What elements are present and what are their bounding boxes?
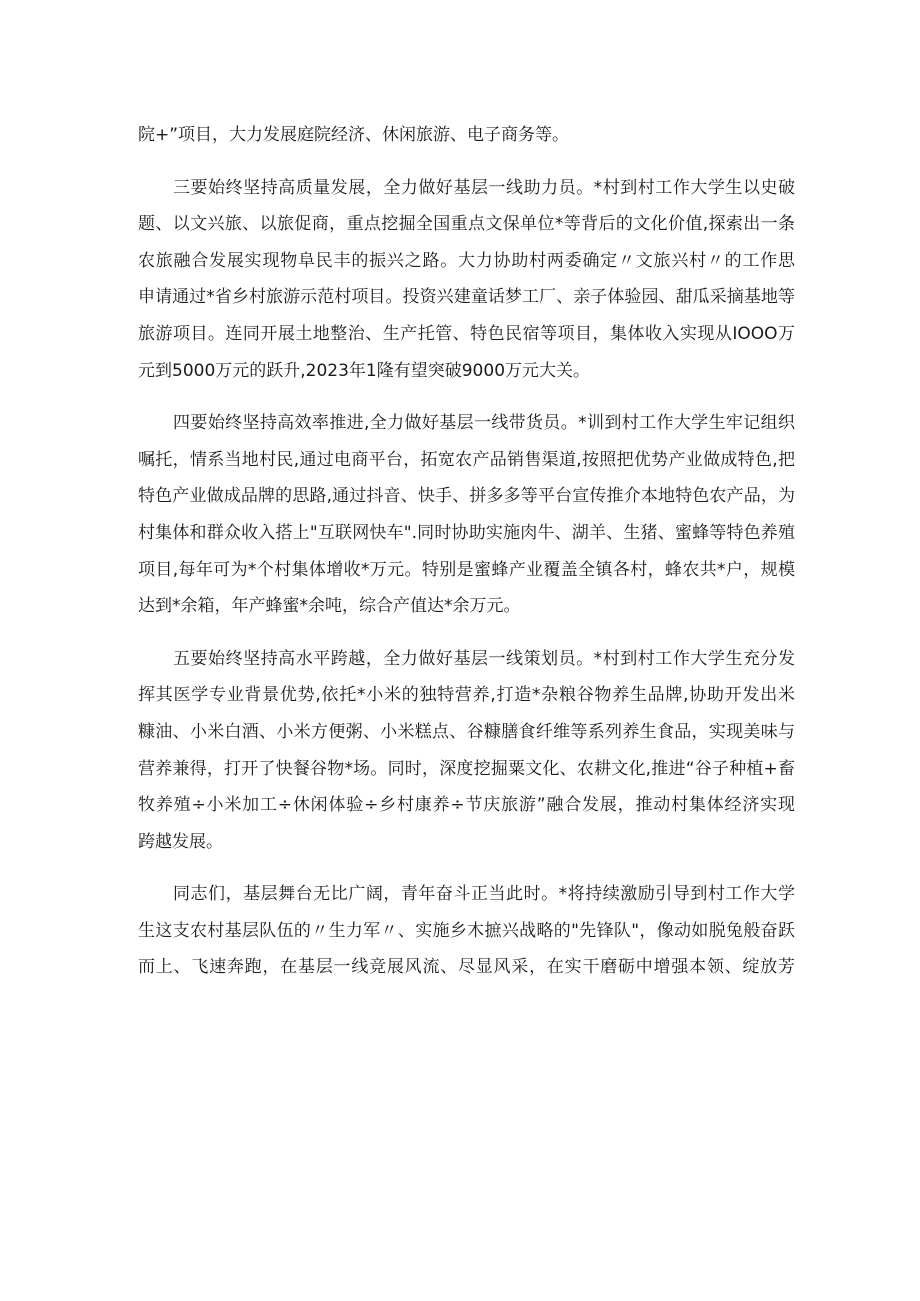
text-line: 糠油、小米白酒、小米方便粥、小米糕点、谷糠膳食纤维等系列养生食品，实现美味与 — [138, 721, 795, 742]
paragraph — [138, 170, 795, 390]
text-line: 农旅融合发展实现物阜民丰的振兴之路。大力协助村两委确定〃文旅兴村〃的工作思 — [138, 250, 795, 271]
text-line: 跨越发展。 — [138, 831, 223, 852]
text-line: 五要始终坚持高水平跨越，全力做好基层一线策划员。*村到村工作大学生充分发 — [173, 648, 795, 669]
text-line: 同志们，基层舞台无比广阔，青年奋斗正当此时。*将持续激励引导到村工作大学 — [173, 884, 795, 905]
text-line: 旅游项目。连同开展土地整治、生产托管、特色民宿等项目，集体收入实现从IOOO万 — [138, 323, 795, 344]
text-line: 达到*余箱，年产蜂蜜*余吨，综合产值达*余万元。 — [138, 596, 521, 617]
paragraph — [138, 405, 795, 625]
text-line: 生这支农村基层队伍的〃生力军〃、实施乡木摭兴战略的"先锋队"，像动如脱兔般奋跃 — [138, 920, 795, 941]
text-line: 挥其医学专业背景优势,依托*小米的独特营养,打造*杂粮谷物养生品牌,协助开发出米 — [138, 685, 795, 706]
text-line: 牧养殖÷小米加工÷休闲体验÷乡村康养÷节庆旅游”融合发展，推动村集体经济实现 — [138, 795, 795, 816]
text-line: 而上、飞速奔跑，在基层一线竞展风流、尽显风采，在实干磨砺中增强本领、绽放芳 — [138, 957, 795, 978]
text-line: 特色产业做成品牌的思路,通过抖音、快手、拼多多等平台宣传推介本地特色农产品，为 — [138, 486, 795, 507]
text-line: 村集体和群众收入搭上"互联网快车".同时协助实施肉牛、湖羊、生猪、蜜蜂等特色养殖 — [138, 522, 795, 543]
document-body — [138, 117, 795, 986]
paragraph — [138, 876, 795, 986]
paragraph — [138, 641, 795, 861]
paragraph — [138, 117, 795, 154]
text-line: 题、以文兴旅、以旅促商，重点挖掘全国重点文保单位*等背后的文化价值,探索出一条 — [138, 214, 795, 235]
text-line: 营养兼得，打开了快餐谷物*场。同时，深度挖掘粟文化、农耕文化,推进“谷子种植+畜 — [138, 758, 795, 779]
text-line: 嘱托，情系当地村民,通过电商平台，拓宽农产品销售渠道,按照把优势产业做成特色,把 — [138, 449, 795, 470]
text-line: 元到5000万元的跃升,2023年1隆有望突破9000万元大关。 — [138, 360, 591, 381]
text-line: 四要始终坚持高效率推进,全力做好基层一线带货员。*训到村工作大学生牢记组织 — [173, 413, 795, 434]
text-line: 申请通过*省乡村旅游示范村项目。投资兴建童话梦工厂、亲子体验园、甜瓜采摘基地等 — [138, 287, 795, 308]
text-line: 项目,每年可为*个村集体增收*万元。特别是蜜蜂产业覆盖全镇各村，蜂农共*户，规模 — [138, 559, 795, 580]
text-line: 院+”项目，大力发展庭院经济、休闲旅游、电子商务等。 — [138, 125, 570, 145]
text-line: 三要始终坚持高质量发展，全力做好基层一线助力员。*村到村工作大学生以史破 — [173, 177, 795, 198]
